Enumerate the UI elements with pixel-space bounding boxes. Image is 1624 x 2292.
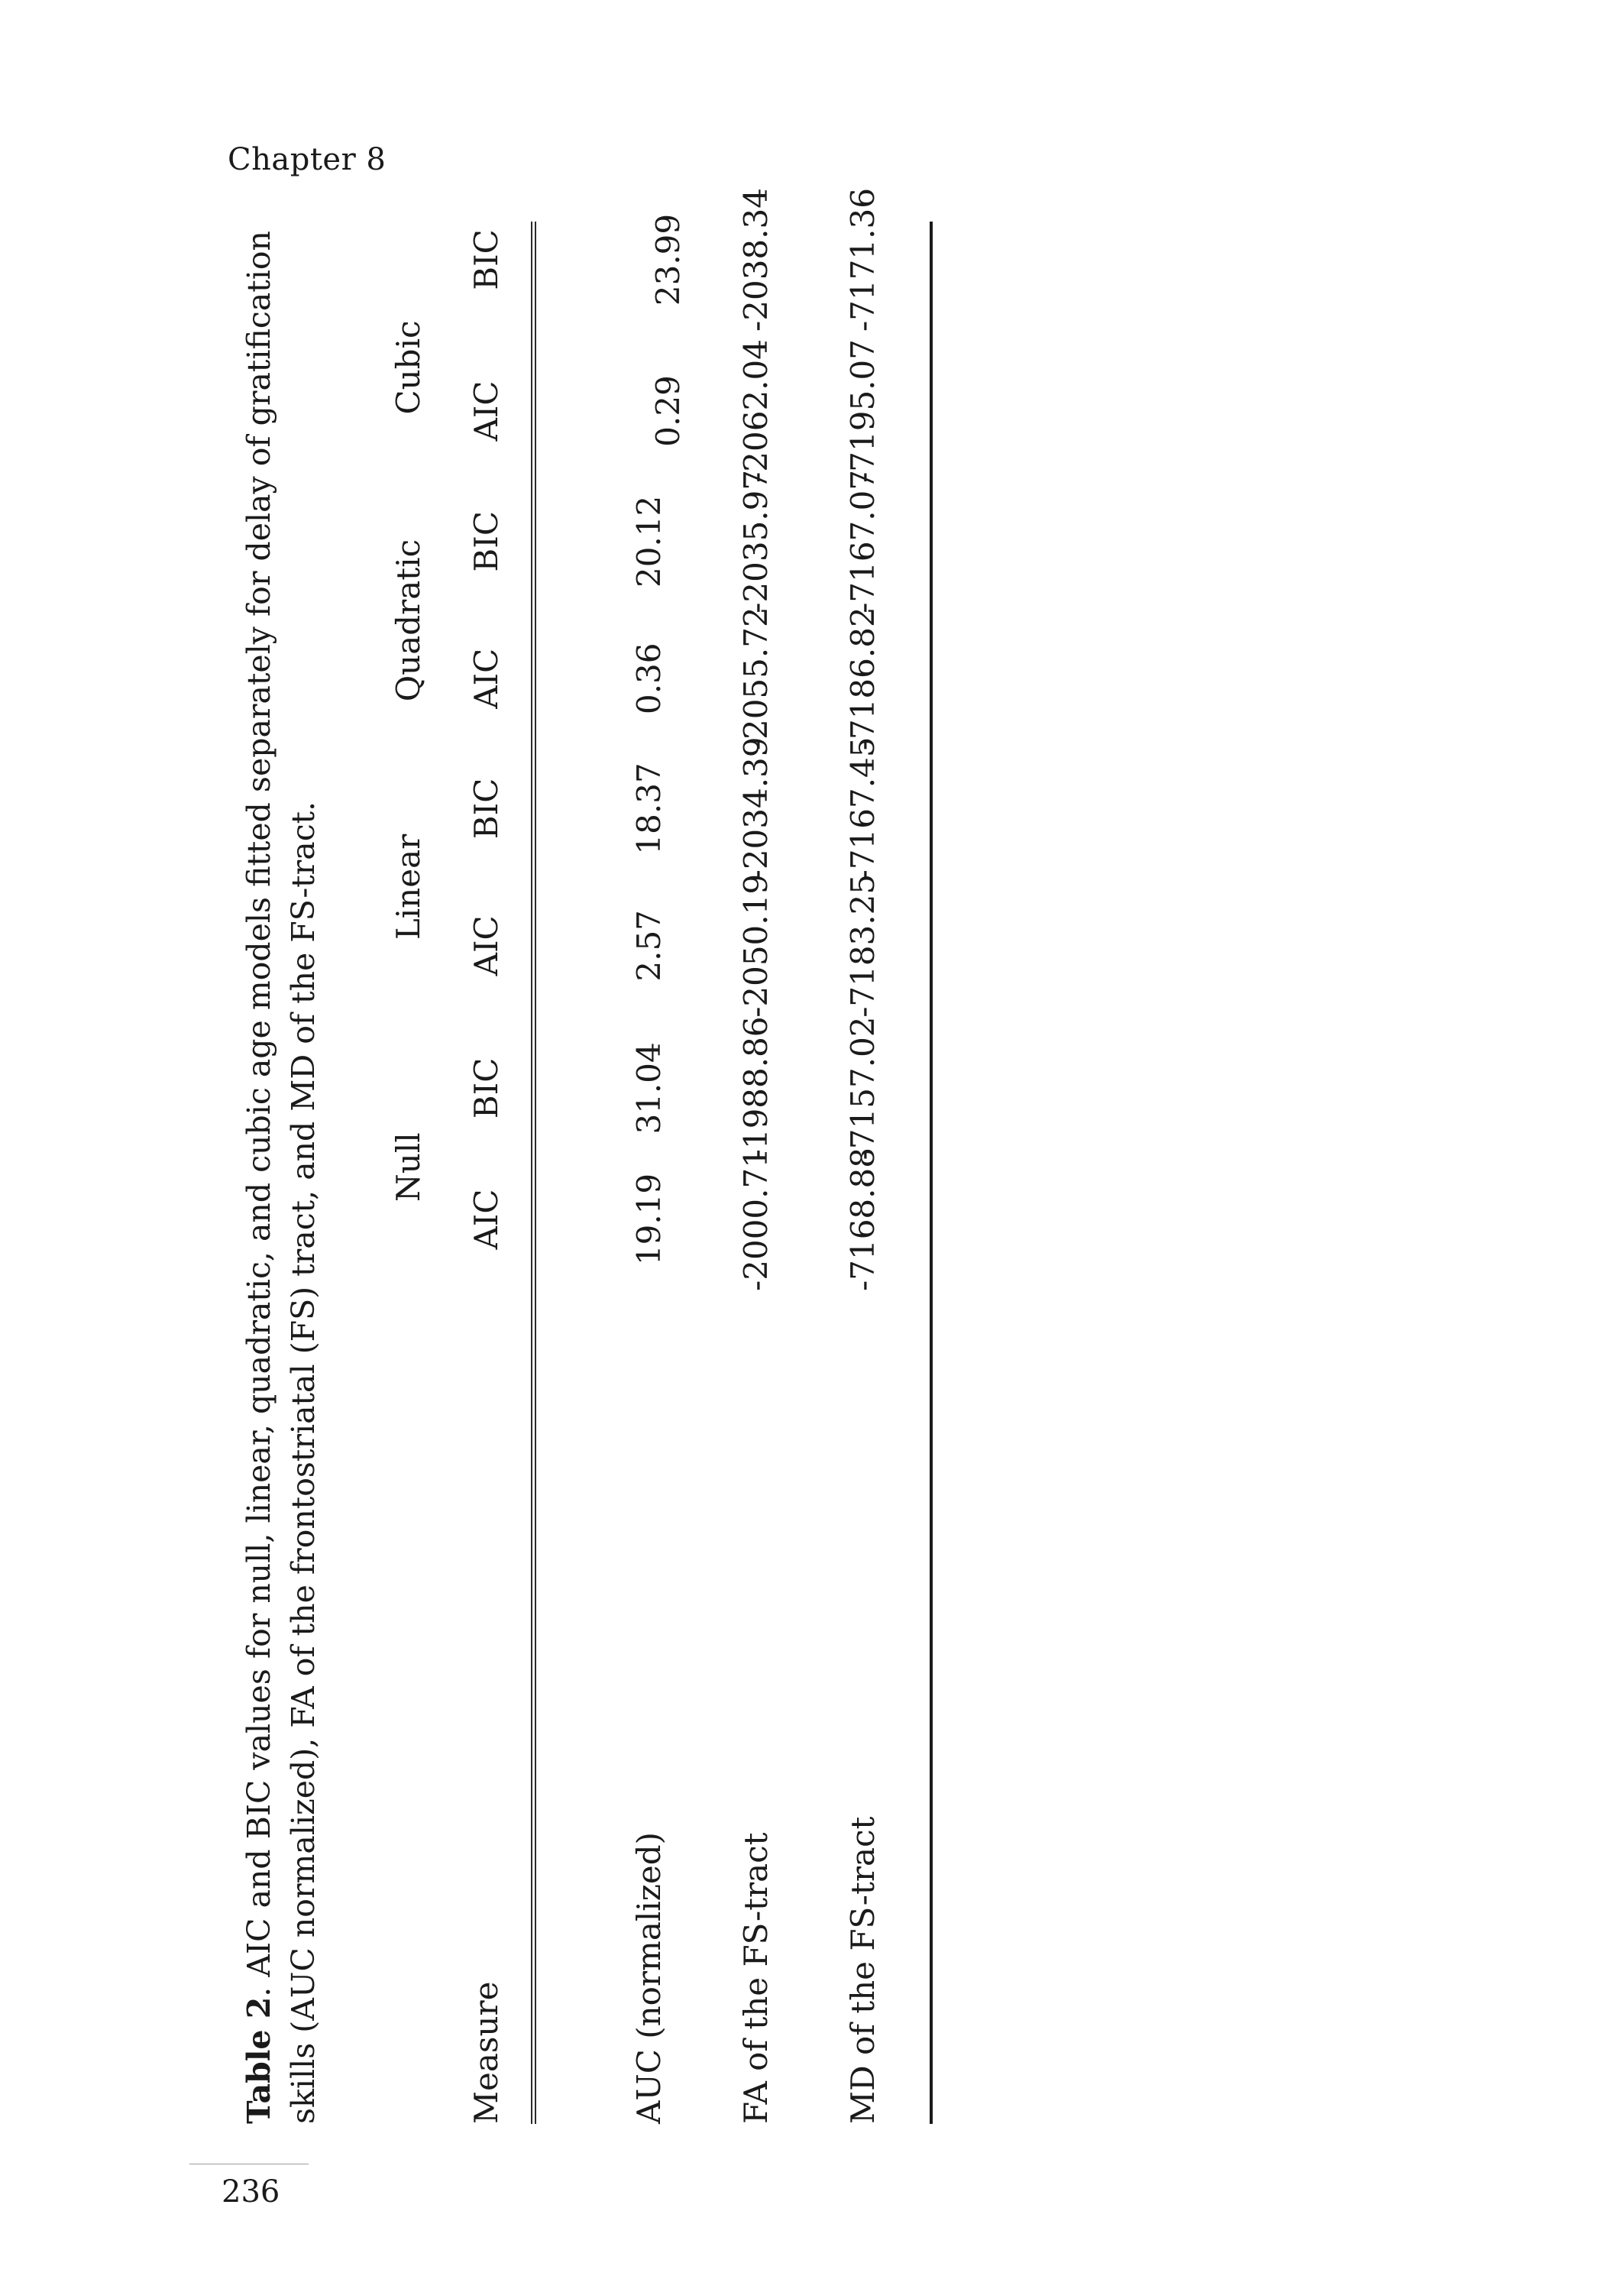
table-cell: 31.04: [630, 1042, 668, 1135]
subheader-null-bic: BIC: [467, 1057, 505, 1119]
table-cell: 19.19: [630, 1173, 668, 1266]
row-measure-auc: AUC (normalized): [630, 1832, 668, 2124]
data-table: [237, 188, 924, 2124]
measure-header: Measure: [467, 1981, 505, 2124]
subheader-quadratic-aic: AIC: [467, 648, 505, 709]
subheader-cubic-aic: AIC: [467, 380, 505, 442]
rotated-table-block: [237, 23, 924, 2124]
table-cell: 23.99: [649, 213, 687, 306]
table-cell: -7183.25: [844, 873, 882, 1018]
table-cell: -2062.04: [737, 339, 775, 483]
table-cell: -2034.39: [737, 736, 775, 881]
table-cell: -1988.86: [737, 1016, 775, 1161]
table-cell: -7195.07: [844, 339, 882, 483]
group-header-quadratic: Quadratic: [390, 539, 427, 702]
table-cell: -7171.36: [844, 188, 882, 332]
subheader-null-aic: AIC: [467, 1189, 505, 1250]
table-cell: -2050.19: [737, 873, 775, 1018]
row-measure-fa: FA of the FS-tract: [737, 1832, 775, 2124]
table-cell: 20.12: [630, 495, 668, 588]
chapter-header: Chapter 8: [228, 142, 387, 177]
table-cell: -7157.02: [844, 1016, 882, 1161]
table-cell: -2038.34: [737, 188, 775, 332]
table-bottom-rule: [930, 222, 933, 2124]
table-cell: -2000.71: [737, 1148, 775, 1291]
group-header-linear: Linear: [390, 834, 427, 940]
table-cell: 2.57: [630, 910, 668, 982]
caption-text: . AIC and BIC values for null, linear, quadratic, and cubic age models fitted separately for delay of gratification skills (AUC normalized), FA of the frontostriatal (FS) tract, and MD of the FS-tract.: [241, 231, 322, 2124]
row-measure-md: MD of the FS-tract: [844, 1816, 882, 2124]
table-cell: -2035.97: [737, 469, 775, 613]
subheader-quadratic-bic: BIC: [467, 511, 505, 572]
table-cell: -7167.45: [844, 736, 882, 881]
page-number: 236: [222, 2174, 280, 2209]
subheader-cubic-bic: BIC: [467, 229, 505, 290]
subheader-linear-bic: BIC: [467, 778, 505, 840]
table-cell: -7167.07: [844, 469, 882, 613]
table-cell: -2055.72: [737, 607, 775, 751]
caption-label: Table 2: [241, 1996, 277, 2124]
group-header-cubic: Cubic: [390, 320, 427, 415]
table-cell: -7186.82: [844, 607, 882, 751]
header-double-rule: [531, 222, 536, 2124]
table-cell: 0.36: [630, 643, 668, 715]
group-header-null: Null: [390, 1132, 427, 1202]
table-cell: 0.29: [649, 375, 687, 447]
subheader-linear-aic: AIC: [467, 915, 505, 976]
table-cell: 18.37: [630, 762, 668, 855]
table-cell: -7168.88: [844, 1148, 882, 1291]
